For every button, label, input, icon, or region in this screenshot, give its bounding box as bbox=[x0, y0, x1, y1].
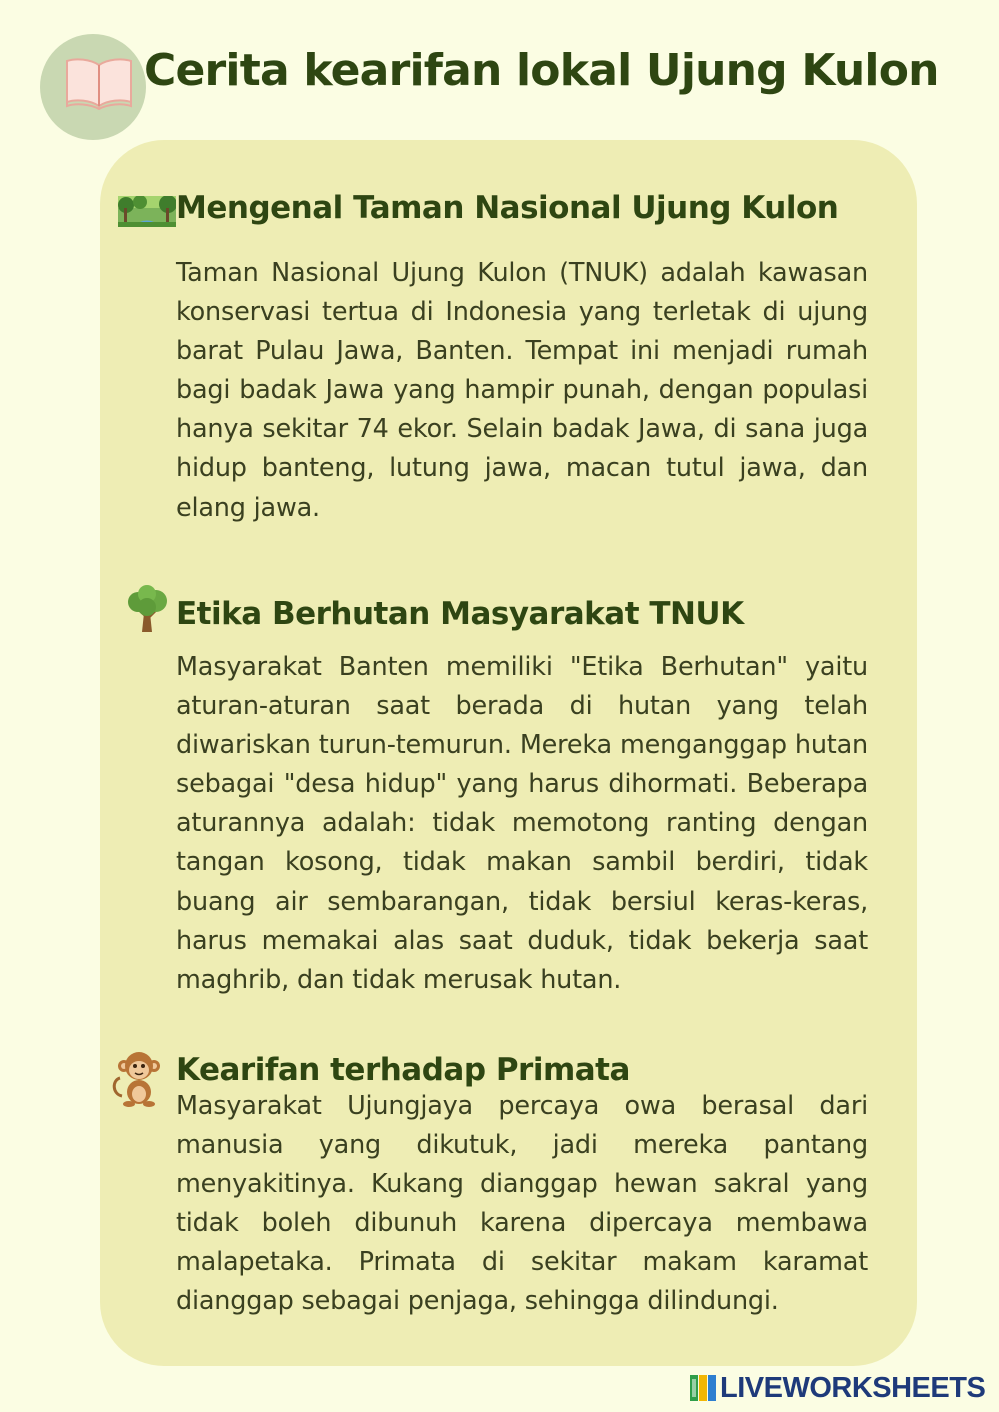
page-title: Cerita kearifan lokal Ujung Kulon bbox=[144, 45, 939, 96]
section-body-etika: Masyarakat Banten memiliki "Etika Berhutan" yaitu aturan-aturan saat berada di hutan yang telah diwariskan turun-temurun. Mereka menganggap hutan sebagai "desa hidup" yang harus dihormati. Beberapa aturannya adalah: tidak memotong ranting dengan tangan kosong, tidak makan sambil berdiri, tidak buang air sembarangan, tidak bersiul keras-keras, harus memakai alas saat duduk, tidak bekerja saat maghrib, dan tidak merusak hutan. bbox=[176, 652, 868, 995]
liveworksheets-logo-icon bbox=[690, 1375, 716, 1401]
liveworksheets-brand bbox=[690, 1371, 985, 1405]
open-book-icon bbox=[64, 55, 134, 110]
section-body-mengenal: Taman Nasional Ujung Kulon (TNUK) adalah kawasan konservasi tertua di Indonesia yang terletak di ujung barat Pulau Jawa, Banten. Tempat ini menjadi rumah bagi badak Jawa yang hampir punah, dengan populasi hanya sekitar 74 ekor. Selain badak Jawa, di sana juga hidup banteng, lutung jawa, macan tutul jawa, dan elang jawa. bbox=[176, 258, 868, 523]
section-title-etika: Etika Berhutan Masyarakat TNUK bbox=[176, 596, 744, 632]
forest-landscape-icon bbox=[118, 196, 176, 227]
section-title-primata: Kearifan terhadap Primata bbox=[176, 1052, 630, 1088]
brand-name: LIVEWORKSHEETS bbox=[720, 1371, 986, 1404]
section-title-mengenal: Mengenal Taman Nasional Ujung Kulon bbox=[176, 190, 839, 226]
monkey-icon bbox=[110, 1048, 168, 1108]
tree-icon bbox=[124, 585, 170, 633]
section-body-primata: Masyarakat Ujungjaya percaya owa berasal dari manusia yang dikutuk, jadi mereka pantang menyakitinya. Kukang dianggap hewan sakral yang tidak boleh dibunuh karena dipercaya membawa malapetaka. Primata di sekitar makam karamat dianggap sebagai penjaga, sehingga dilindungi. bbox=[176, 1091, 868, 1317]
